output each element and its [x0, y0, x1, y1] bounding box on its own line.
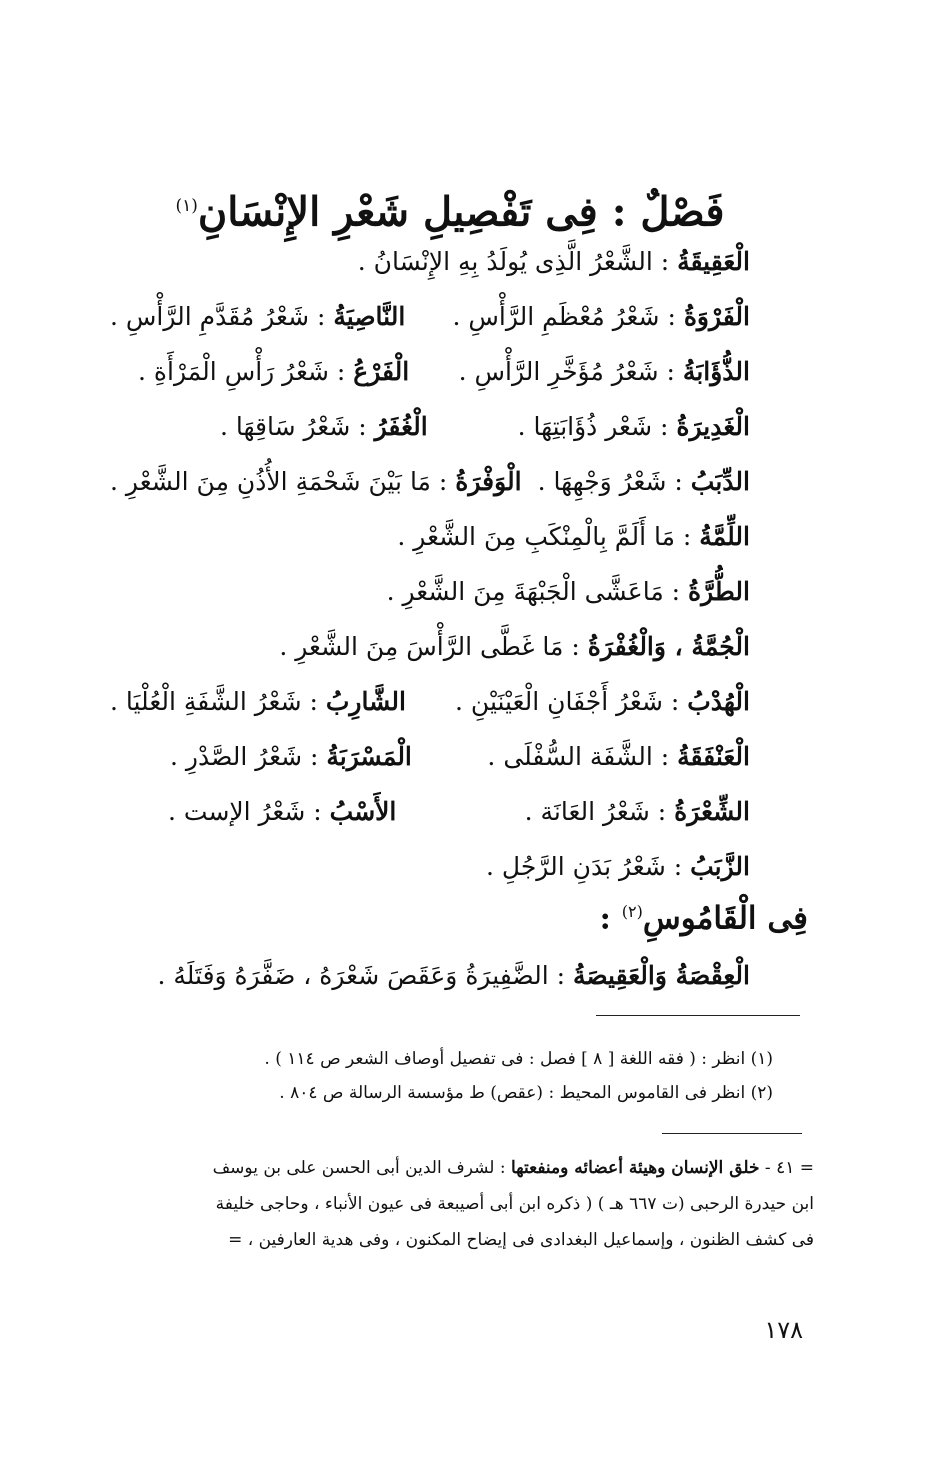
- definition: : شَعْرُ مُؤَخَّرِ الرَّأْسِ .: [458, 357, 683, 386]
- entry-row: [110, 352, 750, 392]
- definition: : شَعْرُ مُقَدَّمِ الرَّأْسِ .: [110, 302, 334, 331]
- bibliography-number: = ٤١ -: [759, 1158, 814, 1178]
- definition: : الشَّفَة السُّفْلَى .: [487, 742, 678, 771]
- footnotes: [264, 1042, 773, 1110]
- definition: : شَعْرُ الإست .: [168, 797, 330, 826]
- definition: : شَعْرُ بَدَنِ الرَّجُلِ .: [486, 852, 691, 881]
- qamus-heading-colon: :: [599, 900, 622, 937]
- definition: : شَعْرُ سَاقِهَا .: [220, 412, 375, 441]
- entry-row: [279, 627, 750, 667]
- qamus-footnote-marker: (٢): [621, 902, 643, 921]
- headword: الْفَرْعُ: [353, 357, 410, 386]
- headword: الْفَرْوَةُ: [683, 302, 750, 331]
- headword: الأَسْبُ: [329, 797, 397, 826]
- headword: النَّاصِيَةُ: [333, 302, 406, 331]
- bibliography-divider: [662, 1133, 802, 1134]
- headword: الْغَدِيرَةُ: [676, 412, 750, 441]
- bibliography-book-title: خلق الإنسان وهيئة أعضائه ومنفعتها: [510, 1158, 760, 1178]
- headword: الْغُفَرُ: [374, 412, 428, 441]
- section-title-text: فَصْلٌ : فِى تَفْصِيلِ شَعْرِ الإِنْسَانِ: [197, 188, 725, 236]
- headword: الْوَفْرَةُ: [455, 467, 522, 496]
- definition: : شَعْرُ رَأْسِ الْمَرْأَةِ .: [138, 357, 354, 386]
- headword: الذُّؤَابَةُ: [682, 357, 750, 386]
- definition: : مَا أَلَمَّ بِالْمِنْكَبِ مِنَ الشَّعْرِ .: [397, 522, 700, 551]
- definition: : شَعْرُ الشَّفَةِ الْعُلْيَا .: [110, 687, 326, 716]
- qamus-heading: [600, 890, 808, 940]
- definition: : شَعْرُ العَانَة .: [524, 797, 675, 826]
- entry-row: [397, 517, 750, 557]
- headword: الزَّبَبُ: [690, 852, 750, 881]
- footnote-1: (١) انظر : ( فقه اللغة [ ٨ ] فصل : فى تفصيل أوصاف الشعر ص ١١٤ ) .: [264, 1049, 773, 1069]
- entry-row: [110, 297, 750, 337]
- title-footnote-marker: (١): [175, 196, 198, 216]
- definition: : شَعْرُ وَجْهِهَا .: [537, 467, 691, 496]
- definition: : مَاعَشَّى الْجَبْهَةَ مِنَ الشَّعْرِ .: [386, 577, 689, 606]
- entry-row: [110, 407, 750, 447]
- definition: : شَعْرُ أَجْفَانِ الْعَيْنَيْنِ .: [455, 687, 688, 716]
- bibliography-line-2: ابن حيدرة الرحبى (ت ٦٦٧ هـ ) ( ذكره ابن أبى أصيبعة فى عيون الأنباء ، وحاجى خليفة: [215, 1194, 814, 1214]
- headword: الشِّعْرَةُ: [674, 797, 750, 826]
- entry-row: [110, 682, 750, 722]
- footnote-divider: [596, 1015, 800, 1016]
- headword: الْعَنْفَقَةُ: [677, 742, 750, 771]
- entry-row: [387, 572, 750, 612]
- entry-row: [110, 462, 750, 502]
- entry-row: [486, 847, 750, 887]
- qamus-entry: [157, 956, 750, 996]
- definition: : شَعْرُ مُعْظَمِ الرَّأْسِ .: [452, 302, 684, 331]
- headword: الطُّرَّةُ: [688, 577, 750, 606]
- qamus-heading-text: فِى الْقَامُوسِ: [642, 900, 808, 937]
- headword: الدِّبَبُ: [690, 467, 750, 496]
- bibliography-line-1: [124, 1150, 814, 1186]
- entry-row: [110, 737, 750, 777]
- headword: الشَّارِبُ: [325, 687, 406, 716]
- definition: : الشَّعْرُ الَّذِى يُولَدُ بِهِ الإِنْسَانُ .: [357, 247, 678, 276]
- section-title: [150, 178, 750, 240]
- bibliography-note: [124, 1150, 814, 1258]
- headword: الْجُمَّةُ ، وَالْغُفْرَةُ: [587, 632, 750, 661]
- entry-row: [110, 792, 750, 832]
- footnote-2: (٢) انظر فى القاموس المحيط : (عقص) ط مؤسسة الرسالة ص ٨٠٤ .: [279, 1083, 773, 1103]
- definition: : مَا غَطَّى الرَّأْسَ مِنَ الشَّعْرِ .: [279, 632, 588, 661]
- headword: الْهُدْبُ: [687, 687, 750, 716]
- definition: : شَعْرُ الصَّدْرِ .: [170, 742, 327, 771]
- headword: الْعَقِيقَةُ: [677, 247, 750, 276]
- bibliography-line-3: فى كشف الظنون ، وإسماعيل البغدادى فى إيضاح المكنون ، وفى هدية العارفين ، =: [228, 1230, 814, 1250]
- headword: الْمَسْرَبَةُ: [326, 742, 412, 771]
- definition: : الضَّفِيرَةُ وَعَقَصَ شَعْرَهُ ، ضَفَّرَهُ وَفَتَلَهُ .: [157, 961, 573, 990]
- page-number: ١٧٨: [764, 1316, 803, 1344]
- bibliography-author: : لشرف الدين أبى الحسن على بن يوسف: [212, 1158, 511, 1178]
- definition: : شَعْر ذُؤَابَتِهَا .: [517, 412, 677, 441]
- entry-row: [358, 242, 750, 282]
- headword: اللِّمَّةُ: [699, 522, 750, 551]
- headword: الْعِقْصَةُ وَالْعَقِيصَةُ: [572, 961, 750, 990]
- definition: : مَا بَيْنَ شَحْمَةِ الأُذُنِ مِنَ الشَّعْرِ .: [110, 467, 456, 496]
